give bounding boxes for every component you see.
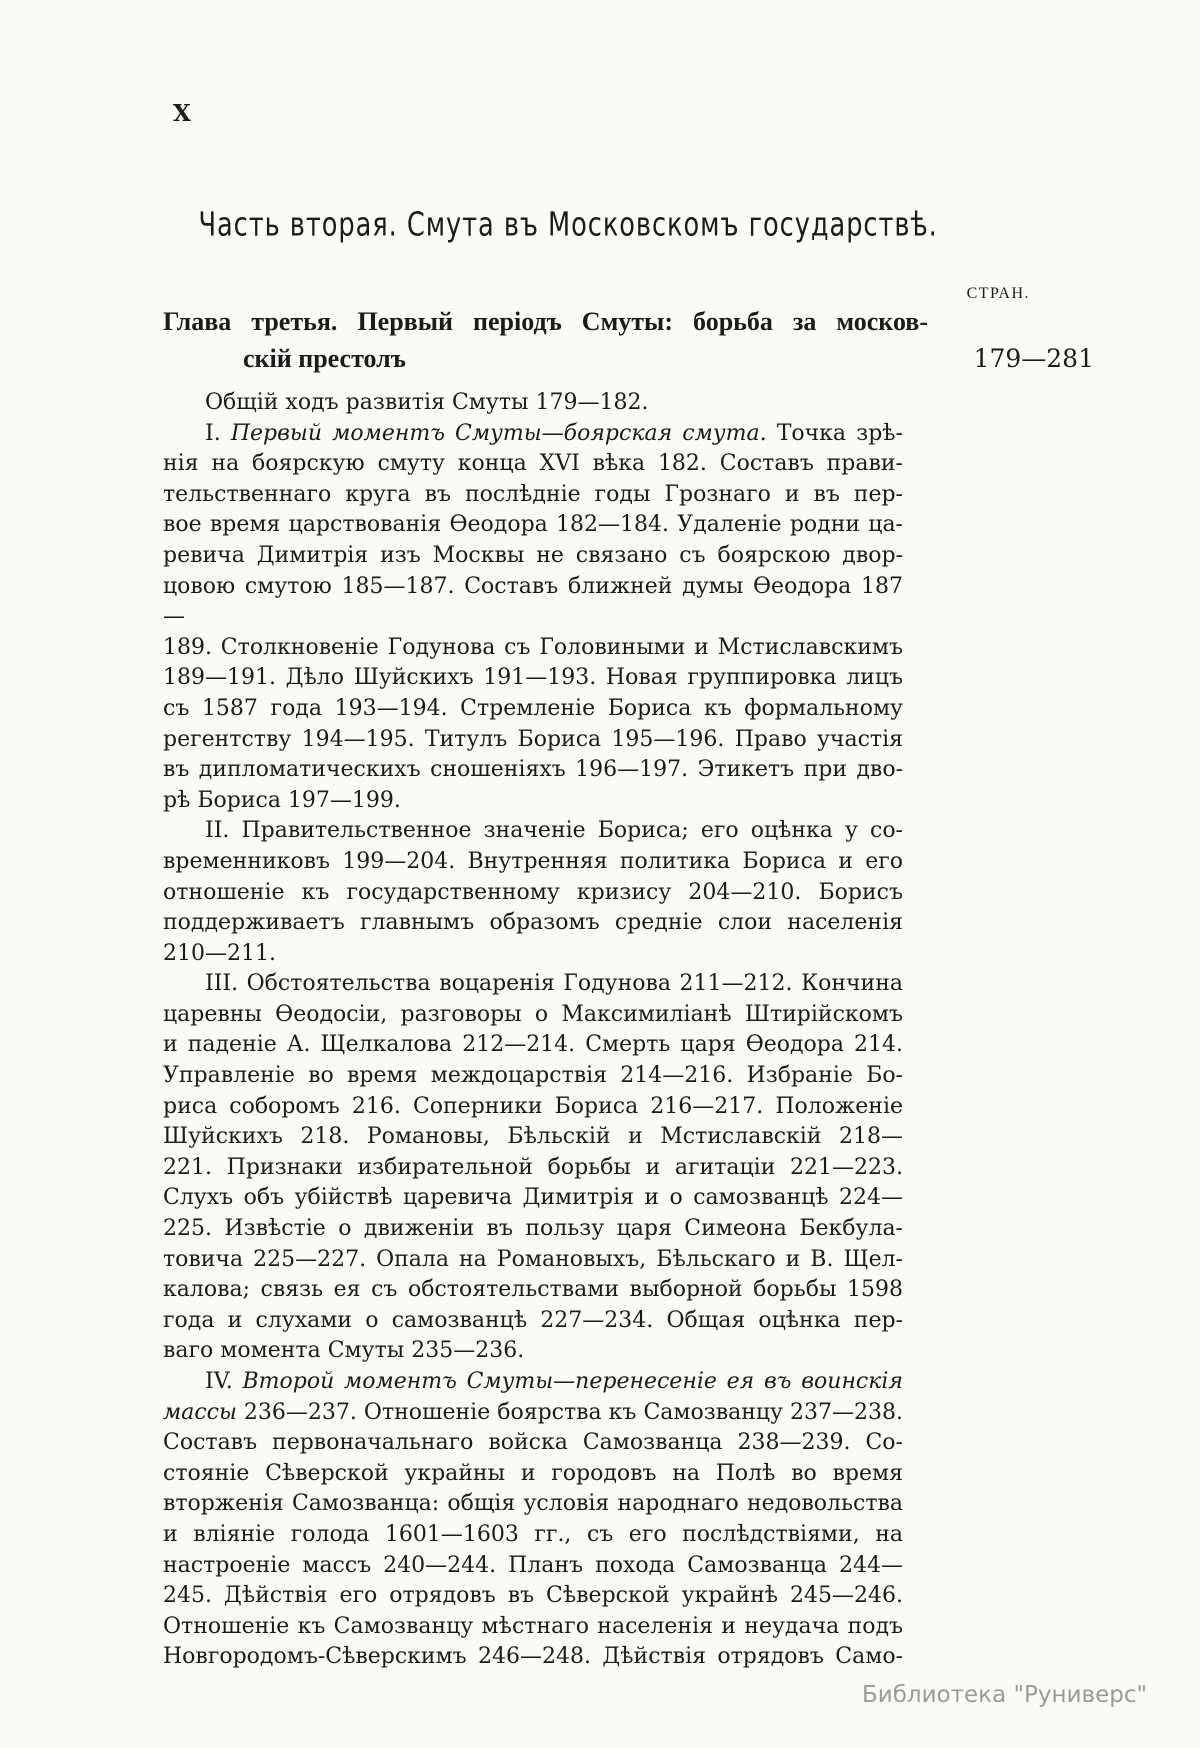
toc-line <box>163 847 903 878</box>
toc-line <box>163 449 903 480</box>
page-number: X <box>173 100 191 127</box>
toc-line <box>163 755 903 786</box>
toc-line-segment: II. Правительственное значеніе Бориса; его оцѣнка у со- <box>205 818 903 844</box>
toc-line-segment: 221. Признаки избирательной борьбы и агитаціи 221—223. <box>163 1154 903 1180</box>
chapter-heading-line2: скій престолъ <box>243 344 406 373</box>
toc-line <box>163 1092 903 1123</box>
toc-line-segment: I. <box>205 420 231 446</box>
toc-line <box>163 1245 903 1276</box>
toc-line <box>163 1030 903 1061</box>
toc-line-segment: съ 1587 года 193—194. Стремленіе Бориса къ формальному <box>163 695 903 721</box>
toc-line <box>163 1520 903 1551</box>
toc-line <box>163 786 903 817</box>
toc-line <box>163 1489 903 1520</box>
toc-line-italic-segment: массы <box>163 1399 237 1425</box>
toc-line-segment: ревича Димитрія изъ Москвы не связано съ боярскою двор- <box>163 542 903 568</box>
toc-line-segment: Составъ первоначальнаго войска Самозванца 238—239. Со- <box>163 1430 903 1456</box>
toc-line <box>163 541 903 572</box>
toc-line <box>163 1336 903 1367</box>
toc-line <box>163 1612 903 1643</box>
toc-line <box>163 480 903 511</box>
toc-line <box>163 694 903 725</box>
toc-line <box>163 1000 903 1031</box>
toc-line <box>163 1459 903 1490</box>
toc-line-segment: 210—211. <box>163 940 276 966</box>
toc-body <box>163 388 903 1673</box>
toc-line <box>163 1398 903 1429</box>
library-watermark: Библиотека "Руниверс" <box>862 1682 1148 1708</box>
toc-line <box>163 1122 903 1153</box>
toc-line-segment: Шуйскихъ 218. Романовы, Бѣльскій и Мстиславскій 218— <box>163 1124 903 1150</box>
toc-line-segment: риса соборомъ 216. Соперники Бориса 216—217. Положеніе <box>163 1093 903 1119</box>
toc-line <box>163 633 903 664</box>
toc-line-segment: 245. Дѣйствія его отрядовъ въ Сѣверской украйнѣ 245—246. <box>163 1583 903 1609</box>
toc-line-segment: IV. <box>205 1369 243 1394</box>
toc-line-segment: 189. Столкновеніе Годунова съ Головиными и Мстиславскимъ <box>163 634 903 660</box>
toc-line-segment: 225. Извѣстіе о движеніи въ пользу царя Симеона Бекбула- <box>163 1216 903 1242</box>
toc-line-segment: вторженія Самозванца: общія условія народнаго недовольства <box>163 1491 903 1517</box>
toc-line <box>163 1061 903 1092</box>
toc-line-segment: ваго момента Смуты 235—236. <box>163 1338 525 1364</box>
chapter-heading-line2-row <box>163 340 1094 377</box>
chapter-page-range: 179—281 <box>973 344 1094 373</box>
toc-line-segment: Слухъ объ убійствѣ царевича Димитрія и о самозванцѣ 224— <box>163 1185 903 1211</box>
toc-line-segment: и паденіе А. Щелкалова 212—214. Смерть царя Ѳеодора 214. <box>163 1032 903 1058</box>
toc-line-segment: настроеніе массъ 240—244. Планъ похода Самозванца 244— <box>163 1552 903 1578</box>
toc-line-segment: 236—237. Отношеніе боярства къ Самозванцу 237—238. <box>236 1399 903 1425</box>
toc-line-segment: Точка зрѣ- <box>766 420 903 446</box>
toc-line <box>163 725 903 756</box>
toc-line <box>163 1153 903 1184</box>
toc-line-segment: товича 225—227. Опала на Романовыхъ, Бѣльскаго и В. Щел- <box>163 1246 903 1272</box>
part-title: Часть вторая. Смута въ Московскомъ государствѣ. <box>198 206 938 244</box>
toc-line <box>163 1275 903 1306</box>
toc-line-segment: года и слухами о самозванцѣ 227—234. Общая оцѣнка пер- <box>163 1307 903 1333</box>
toc-line <box>163 388 903 419</box>
toc-line-segment: Управленіе во время междоцарствія 214—216. Избраніе Бо- <box>163 1063 903 1089</box>
toc-line <box>163 939 903 970</box>
toc-line <box>163 878 903 909</box>
toc-line <box>163 663 903 694</box>
toc-line <box>163 816 903 847</box>
toc-line-segment: отношеніе къ государственному кризису 204—210. Борисъ <box>163 879 903 905</box>
toc-line-segment: поддерживаетъ главнымъ образомъ средніе слои населенія <box>163 910 903 936</box>
toc-line <box>163 1551 903 1582</box>
toc-line-segment: нія на боярскую смуту конца XVI вѣка 182. Составъ прави- <box>163 451 903 477</box>
toc-line-segment: калова; связь ея съ обстоятельствами выборной борьбы 1598 <box>163 1277 903 1303</box>
toc-line-segment: Отношеніе къ Самозванцу мѣстнаго населенія и неудача подъ <box>163 1613 903 1639</box>
chapter-heading-line1: Глава третья. Первый періодъ Смуты: борьба за москов- <box>163 307 928 336</box>
toc-line-segment: и вліяніе голода 1601—1603 гг., съ его послѣдствіями, на <box>163 1521 903 1547</box>
toc-line-italic-segment: Второй моментъ Смуты—перенесеніе ея въ воинскія <box>242 1369 903 1394</box>
toc-line <box>163 1581 903 1612</box>
chapter-heading <box>163 303 1094 377</box>
toc-line <box>163 1428 903 1459</box>
toc-line <box>163 969 903 1000</box>
toc-line-segment: временниковъ 199—204. Внутренняя политика Бориса и его <box>163 848 903 874</box>
toc-line <box>163 1183 903 1214</box>
toc-line <box>163 572 903 633</box>
toc-line-segment: царевны Ѳеодосіи, разговоры о Максимиліанѣ Штирійскомъ <box>163 1001 903 1027</box>
toc-line-segment: тельственнаго круга въ послѣдніе годы Грознаго и въ пер- <box>163 481 903 507</box>
part-title-row <box>163 206 973 244</box>
toc-line <box>163 1214 903 1245</box>
pages-column-label: СТРАН. <box>966 285 1030 302</box>
toc-line <box>163 1642 903 1673</box>
toc-line-segment: Общій ходъ развитія Смуты 179—182. <box>205 390 649 415</box>
toc-line <box>163 908 903 939</box>
toc-line-segment: III. Обстоятельства воцаренія Годунова 211—212. Кончина <box>205 971 903 997</box>
toc-line-segment: вое время царствованія Ѳеодора 182—184. Удаленіе родни ца- <box>163 512 903 538</box>
toc-line-segment: Новгородомъ-Сѣверскимъ 246—248. Дѣйствія отрядовъ Само- <box>163 1644 903 1670</box>
toc-line-segment: рѣ Бориса 197—199. <box>163 787 401 813</box>
toc-line-segment: стояніе Сѣверской украйны и городовъ на Полѣ во время <box>163 1460 903 1486</box>
toc-line <box>163 1306 903 1337</box>
toc-line <box>163 419 903 450</box>
toc-line-segment: цовою смутою 185—187. Составъ ближней думы Ѳеодора 187— <box>163 573 903 630</box>
toc-line <box>163 1367 903 1398</box>
toc-line-segment: 189—191. Дѣло Шуйскихъ 191—193. Новая группировка лицъ <box>163 665 903 691</box>
toc-line-italic-segment: Первый моментъ Смуты—боярская смута. <box>230 420 767 446</box>
toc-line-segment: регентству 194—195. Титулъ Бориса 195—196. Право участія <box>163 726 903 752</box>
toc-line <box>163 510 903 541</box>
toc-line-segment: въ дипломатическихъ сношеніяхъ 196—197. Этикетъ при дво- <box>163 757 903 783</box>
